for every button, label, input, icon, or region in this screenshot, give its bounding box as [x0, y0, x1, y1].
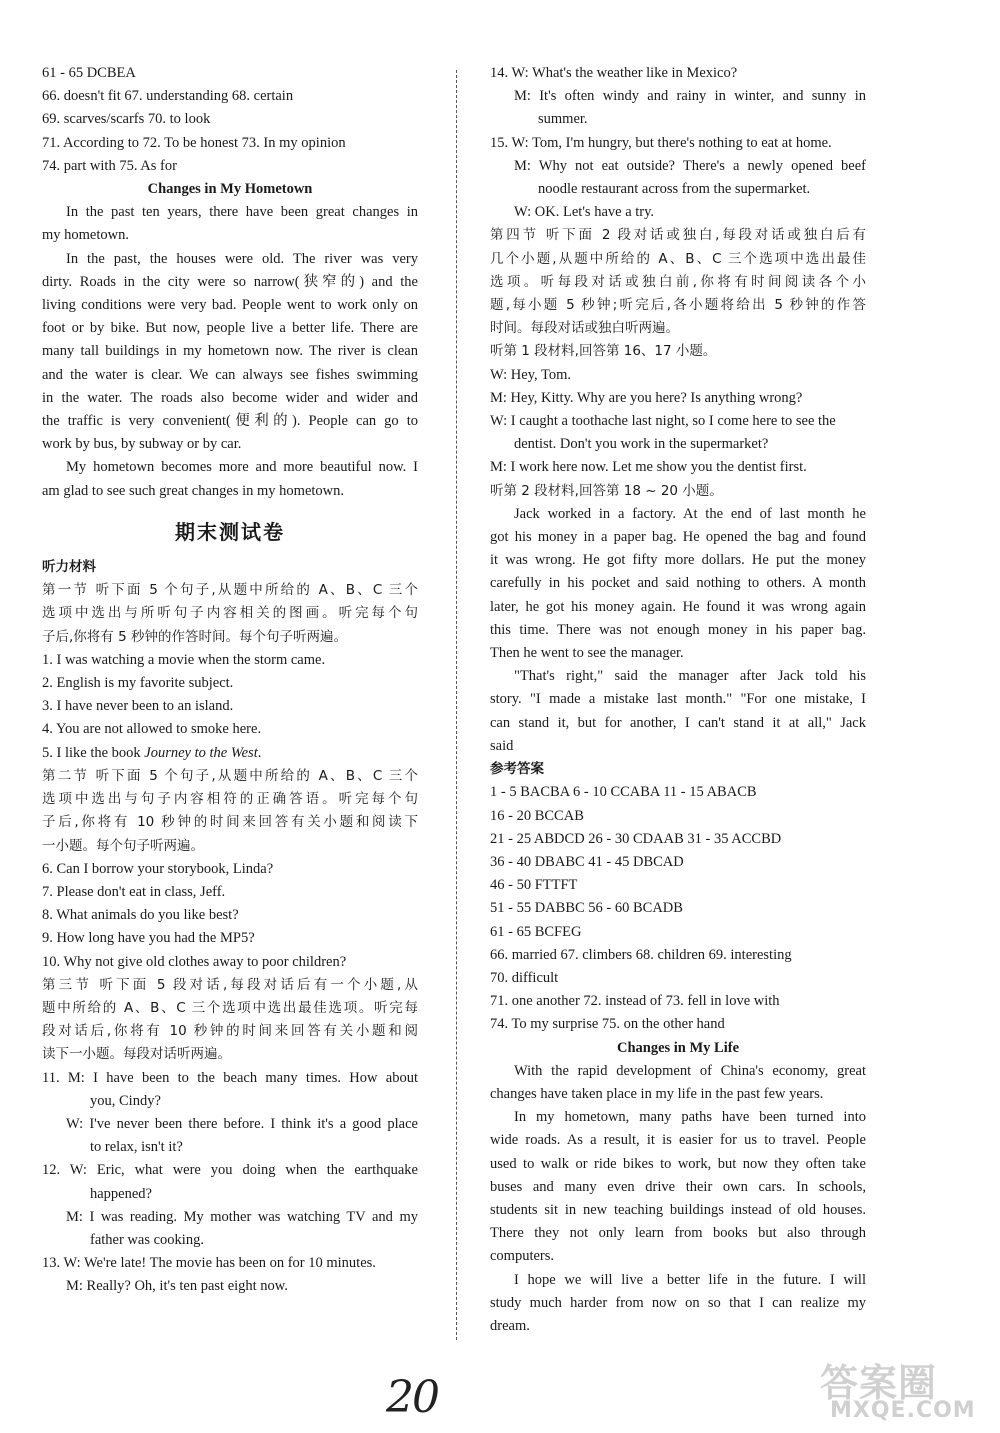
line-text: later, he got his money again. He found it was wrong again — [490, 598, 866, 615]
line-text: summer. — [538, 111, 588, 128]
text-line — [42, 108, 418, 131]
text-line — [42, 1183, 418, 1206]
text-line — [490, 108, 866, 131]
line-text: carefully in his pocket and said nothing to others. A month — [490, 575, 866, 592]
line-text: many tall buildings in my hometown now. The river is clean — [42, 343, 418, 360]
line-text: changes have taken place in my life in the past few years. — [490, 1085, 824, 1102]
line-text: 36 - 40 DBABC 41 - 45 DBCAD — [490, 853, 684, 870]
line-text: 一小题。每个句子听两遍。 — [42, 837, 204, 854]
line-text: 第一节 听下面 5 个句子,从题中所给的 A、B、C 三个 — [42, 582, 418, 599]
text-line — [490, 1013, 866, 1036]
instruction-line — [42, 997, 418, 1020]
text-line — [42, 695, 418, 718]
instruction-line — [42, 788, 418, 811]
text-line — [42, 1206, 418, 1229]
paragraph-start — [490, 665, 866, 688]
line-text-end: . — [257, 744, 262, 761]
text-line — [42, 317, 418, 340]
line-text: M: I work here now. Let me show you the dentist first. — [490, 459, 807, 476]
line-text: 听力材料 — [42, 559, 96, 576]
text-line — [490, 549, 866, 572]
line-text: noodle restaurant across from the supermarket. — [538, 181, 811, 198]
line-text: you, Cindy? — [90, 1092, 161, 1109]
line-text: In the past ten years, there have been great changes in — [66, 204, 418, 221]
essay-title — [490, 1037, 866, 1060]
line-text: 题中所给的 A、B、C 三个选项中选出最佳选项。听完每 — [42, 999, 418, 1016]
text-line — [490, 1199, 866, 1222]
page-number: 20 — [386, 1372, 438, 1423]
text-line — [490, 642, 866, 665]
line-text: 几个小题,从题中所给的 A、B、C 三个选项中选出最佳 — [490, 250, 866, 267]
text-line — [490, 364, 866, 387]
text-line — [490, 1153, 866, 1176]
instruction-line — [42, 579, 418, 602]
text-line — [490, 1315, 866, 1338]
watermark-logo — [820, 1352, 990, 1428]
text-line — [490, 712, 866, 735]
line-text: 46 - 50 FTTFT — [490, 877, 578, 894]
line-text: 1 - 5 BACBA 6 - 10 CCABA 11 - 15 ABACB — [490, 784, 757, 801]
text-line — [490, 596, 866, 619]
line-text: 6. Can I borrow your storybook, Linda? — [42, 860, 274, 877]
instruction-line — [490, 271, 866, 294]
line-text: can stand it, but for another, I can't stand it at all," Jack — [490, 714, 866, 731]
text-line — [42, 927, 418, 950]
text-line — [490, 1222, 866, 1245]
line-text: 71. According to 72. To be honest 73. In my opinion — [42, 134, 346, 151]
text-line — [490, 990, 866, 1013]
text-line — [490, 1176, 866, 1199]
line-text: 61 - 65 BCFEG — [490, 923, 582, 940]
text-line — [490, 805, 866, 828]
text-line — [42, 294, 418, 317]
line-text: dream. — [490, 1317, 530, 1334]
instruction-line — [42, 811, 418, 834]
line-text: I hope we will live a better life in the future. I will — [514, 1271, 866, 1288]
text-line — [42, 271, 418, 294]
line-text: 61 - 65 DCBEA — [42, 65, 136, 81]
line-text: study much harder from now on so that I can realize my — [490, 1294, 866, 1311]
line-text: 选项中选出与句子内容相符的正确答语。听完每个句 — [42, 791, 418, 808]
line-text: 74. part with 75. As for — [42, 157, 177, 174]
line-text: My hometown becomes more and more beautiful now. I — [66, 459, 418, 476]
line-text: the traffic is very convenient(便利的). People can go to — [42, 413, 418, 430]
line-text: dirty. Roads in the city were so narrow(狭窄的) and the — [42, 273, 418, 290]
text-line — [42, 881, 418, 904]
text-line — [490, 433, 866, 456]
line-text: W: Hey, Tom. — [490, 366, 572, 383]
line-text: 子后,你将有 10 秒钟的时间来回答有关小题和阅读下 — [42, 814, 418, 831]
instruction-line — [42, 1020, 418, 1043]
instruction-line — [42, 974, 418, 997]
text-line — [42, 410, 418, 433]
line-text: Changes in My Life — [616, 1039, 740, 1056]
text-line — [42, 904, 418, 927]
text-line — [490, 456, 866, 479]
paragraph-start — [490, 503, 866, 526]
text-line — [490, 572, 866, 595]
column-divider — [456, 70, 457, 1340]
paragraph-start — [490, 1106, 866, 1129]
text-line — [490, 201, 866, 224]
text-line — [490, 874, 866, 897]
line-text: There they not only learn from books but also through — [490, 1225, 866, 1242]
text-line — [42, 1229, 418, 1252]
line-text: buses and many even drive their own cars. In schools, — [490, 1178, 866, 1195]
instruction-line — [490, 317, 866, 340]
instruction-line — [42, 1043, 418, 1066]
line-text: 70. difficult — [490, 969, 559, 986]
text-line — [490, 62, 866, 85]
line-text: M: It's often windy and rainy in winter, and sunny in — [514, 88, 866, 105]
line-text: 8. What animals do you like best? — [42, 907, 239, 924]
line-text: 第二节 听下面 5 个句子,从题中所给的 A、B、C 三个 — [42, 767, 418, 784]
line-text: Jack worked in a factory. At the end of last month he — [514, 505, 866, 522]
line-text: 74. To my surprise 75. on the other hand — [490, 1016, 725, 1033]
line-text: "That's right," said the manager after Jack told his — [514, 668, 866, 685]
line-text: got his money in a paper bag. He opened the bag and found — [490, 529, 866, 546]
instruction-line — [490, 340, 866, 363]
text-line — [490, 1292, 866, 1315]
text-line — [490, 619, 866, 642]
text-line — [490, 921, 866, 944]
line-text: W: I've never been there before. I think it's a good place — [66, 1115, 418, 1132]
line-text: 时间。每段对话或独白听两遍。 — [490, 320, 679, 337]
left-column — [42, 62, 418, 1299]
text-line — [490, 944, 866, 967]
line-text: and the water is clear. We can always see fishes swimming — [42, 366, 418, 383]
line-text: 3. I have never been to an island. — [42, 698, 234, 715]
watermark-text: 答案圈 — [820, 1361, 938, 1405]
line-text: 第三节 听下面 5 段对话,每段对话后有一个小题,从 — [42, 976, 418, 993]
line-text: 听第 1 段材料,回答第 16、17 小题。 — [490, 343, 717, 360]
line-text: 5. I like the book — [42, 744, 145, 761]
line-text: story. "I made a mistake last month." "For one mistake, I — [490, 691, 866, 708]
line-text: 7. Please don't eat in class, Jeff. — [42, 883, 226, 900]
essay-title — [42, 178, 418, 201]
text-line — [42, 364, 418, 387]
text-line — [42, 1113, 418, 1136]
instruction-line — [490, 224, 866, 247]
line-text: 子后,你将有 5 秒钟的作答时间。每个句子听两遍。 — [42, 628, 347, 645]
text-line — [42, 433, 418, 456]
text-line — [42, 480, 418, 503]
line-text: 段对话后,你将有 10 秒钟的时间来回答有关小题和阅 — [42, 1023, 418, 1040]
text-line — [42, 387, 418, 410]
line-text: work by bus, by subway or by car. — [42, 436, 242, 453]
text-line — [42, 858, 418, 881]
text-line — [42, 85, 418, 108]
text-line — [490, 85, 866, 108]
line-text: 读下一小题。每段对话听两遍。 — [42, 1046, 231, 1063]
line-text: dentist. Don't you work in the supermarket? — [514, 436, 769, 453]
line-text: M: Really? Oh, it's ten past eight now. — [66, 1278, 288, 1295]
right-column — [490, 62, 866, 1338]
line-text: it was wrong. He got fifty more dollars. He put the money — [490, 552, 866, 569]
line-text: M: Hey, Kitty. Why are you here? Is anything wrong? — [490, 389, 803, 406]
line-text: 66. married 67. climbers 68. children 69. interesting — [490, 946, 792, 963]
text-line — [42, 951, 418, 974]
subheading — [42, 556, 418, 579]
text-line — [490, 781, 866, 804]
line-text: to relax, isn't it? — [90, 1139, 183, 1156]
line-text: am glad to see such great changes in my hometown. — [42, 482, 345, 499]
text-line — [490, 967, 866, 990]
text-line — [42, 1136, 418, 1159]
subheading — [490, 758, 866, 781]
text-line — [42, 224, 418, 247]
text-line — [490, 526, 866, 549]
watermark-url: MXQE.COM — [830, 1398, 976, 1423]
line-text: wide roads. As a result, it is easier for us to travel. People — [490, 1132, 866, 1149]
line-text: 51 - 55 DABBC 56 - 60 BCADB — [490, 900, 683, 917]
line-text: computers. — [490, 1248, 555, 1265]
line-text: students sit in new teaching buildings instead of old houses. — [490, 1201, 866, 1218]
text-line — [490, 1245, 866, 1268]
line-text: happened? — [90, 1185, 152, 1202]
line-text: 12. W: Eric, what were you doing when the earthquake — [42, 1162, 418, 1179]
line-text: Changes in My Hometown — [147, 181, 313, 198]
instruction-line — [42, 835, 418, 858]
line-text: 9. How long have you had the MP5? — [42, 930, 255, 947]
instruction-line — [490, 480, 866, 503]
text-line — [490, 1083, 866, 1106]
line-text: 第四节 听下面 2 段对话或独白,每段对话或独白后有 — [490, 227, 866, 244]
paragraph-start — [490, 1269, 866, 1292]
line-text: 选项中选出与所听句子内容相关的图画。听完每个句 — [42, 605, 418, 622]
line-text: 14. W: What's the weather like in Mexico? — [490, 65, 738, 81]
line-text: Then he went to see the manager. — [490, 645, 684, 662]
paragraph-start — [42, 248, 418, 271]
line-text: 13. W: We're late! The movie has been on for 10 minutes. — [42, 1255, 376, 1272]
text-line — [42, 1252, 418, 1275]
line-text: 选项。听每段对话或独白前,你将有时间阅读各个小 — [490, 273, 866, 290]
line-text: 1. I was watching a movie when the storm came. — [42, 651, 326, 668]
line-text: In my hometown, many paths have been turned into — [514, 1109, 866, 1126]
text-line — [490, 828, 866, 851]
text-line — [42, 62, 418, 85]
line-text: W: I caught a toothache last night, so I come here to see the — [490, 413, 836, 430]
text-line — [490, 1129, 866, 1152]
line-text: my hometown. — [42, 227, 129, 244]
line-text: living conditions were very bad. People went to work only on — [42, 297, 418, 314]
line-text: this time. There was not enough money in his paper bag. — [490, 621, 866, 638]
line-text: 16 - 20 BCCAB — [490, 807, 584, 824]
line-text: 21 - 25 ABDCD 26 - 30 CDAAB 31 - 35 ACCBD — [490, 830, 782, 847]
line-text: 2. English is my favorite subject. — [42, 675, 234, 692]
text-line — [490, 688, 866, 711]
line-text: W: OK. Let's have a try. — [514, 204, 655, 221]
section-title — [42, 521, 418, 544]
line-text: 66. doesn't fit 67. understanding 68. certain — [42, 88, 294, 105]
text-line — [42, 718, 418, 741]
line-text: M: Why not eat outside? There's a newly opened beef — [514, 157, 866, 174]
text-line — [42, 132, 418, 155]
instruction-line — [42, 626, 418, 649]
line-text: 听第 2 段材料,回答第 18 ~ 20 小题。 — [490, 482, 723, 499]
paragraph-start — [42, 201, 418, 224]
text-line — [42, 672, 418, 695]
line-text: M: I was reading. My mother was watching TV and my — [66, 1208, 418, 1225]
text-line — [490, 132, 866, 155]
book-title: Journey to the West — [144, 744, 258, 761]
text-line — [42, 1275, 418, 1298]
line-text: 71. one another 72. instead of 73. fell in love with — [490, 993, 780, 1010]
instruction-line — [42, 765, 418, 788]
instruction-line — [42, 602, 418, 625]
line-text: 题,每小题 5 秒钟;听完后,各小题将给出 5 秒钟的作答 — [490, 297, 866, 314]
text-line — [42, 742, 418, 765]
text-line — [42, 340, 418, 363]
instruction-line — [490, 248, 866, 271]
line-text: used to walk or ride bikes to work, but now they often take — [490, 1155, 866, 1172]
line-text: in the water. The roads also become wider and wider and — [42, 389, 418, 406]
text-line — [42, 155, 418, 178]
line-text: foot or by bike. But now, people live a better life. There are — [42, 320, 418, 337]
paragraph-start — [42, 456, 418, 479]
text-line — [42, 649, 418, 672]
text-line — [42, 1090, 418, 1113]
paragraph-start — [490, 1060, 866, 1083]
line-text: 参考答案 — [490, 761, 544, 778]
line-text: 15. W: Tom, I'm hungry, but there's nothing to eat at home. — [490, 134, 832, 151]
text-line — [490, 735, 866, 758]
line-text: father was cooking. — [90, 1231, 204, 1248]
text-line — [490, 897, 866, 920]
instruction-line — [490, 294, 866, 317]
text-line — [42, 1067, 418, 1090]
line-text: 11. M: I have been to the beach many times. How about — [42, 1069, 418, 1086]
line-text: 4. You are not allowed to smoke here. — [42, 721, 262, 738]
text-line — [490, 410, 866, 433]
line-text: 10. Why not give old clothes away to poor children? — [42, 953, 347, 970]
text-line — [490, 387, 866, 410]
text-line — [42, 1159, 418, 1182]
text-line — [490, 178, 866, 201]
text-line — [490, 851, 866, 874]
line-text: 期末测试卷 — [175, 519, 285, 544]
line-text: With the rapid development of China's economy, great — [514, 1062, 866, 1079]
line-text: said — [490, 737, 514, 754]
line-text: 69. scarves/scarfs 70. to look — [42, 111, 211, 128]
line-text: In the past, the houses were old. The river was very — [66, 250, 418, 267]
text-line — [490, 155, 866, 178]
